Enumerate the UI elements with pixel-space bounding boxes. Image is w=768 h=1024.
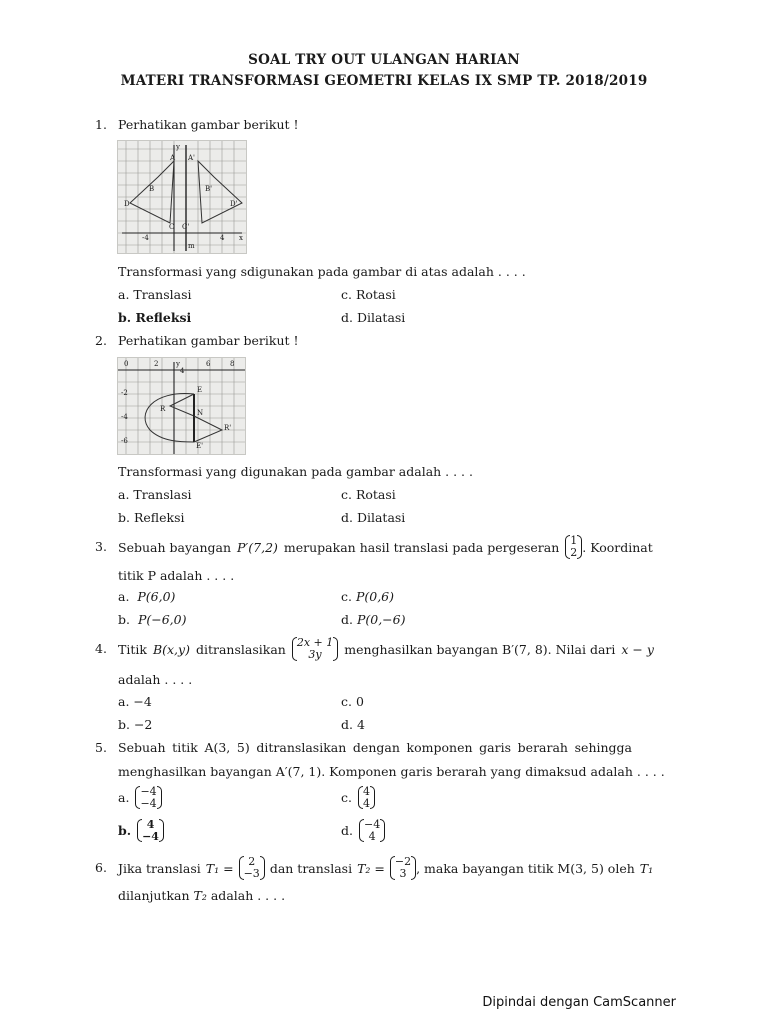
option-a[interactable]: a. Translasi: [118, 287, 192, 302]
option-c[interactable]: c. Rotasi: [341, 287, 396, 302]
option-b[interactable]: b. P(−6,0): [118, 612, 187, 627]
option-a[interactable]: a. −4 −4: [118, 786, 162, 809]
point-label-e: E: [197, 386, 203, 394]
translation-t2: T₂ =: [357, 860, 385, 876]
expression: x − y: [621, 641, 654, 657]
option-c[interactable]: c. P(0,6): [341, 589, 395, 604]
option-c[interactable]: c. 4 4: [341, 786, 375, 809]
text: dan translasi: [269, 860, 353, 876]
tick-label: 4: [180, 367, 185, 375]
question-text: Transformasi yang digunakan pada gambar adalah . . . .: [118, 464, 473, 479]
question-text: adalah . . . .: [118, 672, 193, 687]
tick-label: -2: [121, 389, 128, 397]
option-d[interactable]: d. 4: [341, 717, 365, 732]
point-expression: B(x,y): [152, 641, 190, 657]
question-text: dilanjutkan T₂ adalah . . . .: [118, 888, 286, 903]
axis-label-x: x: [239, 234, 243, 242]
text: . Koordinat: [582, 539, 653, 555]
point-label-e-prime: E': [196, 442, 204, 450]
question-number: 5.: [95, 740, 107, 755]
option-b[interactable]: b. −2: [118, 717, 153, 732]
question-line: [118, 851, 653, 885]
question-prompt: Perhatikan gambar berikut !: [118, 333, 299, 348]
tick-label: 8: [230, 360, 235, 368]
tick-label: -4: [142, 234, 149, 242]
question-number: 6.: [95, 860, 107, 875]
option-d[interactable]: d. P(0,−6): [341, 612, 406, 627]
point-label-b: B: [149, 185, 155, 193]
tick-label: 6: [206, 360, 211, 368]
text: Sebuah bayangan: [118, 539, 232, 555]
option-a[interactable]: a. P(6,0): [118, 589, 176, 604]
document-subtitle: MATERI TRANSFORMASI GEOMETRI KELAS IX SMP TP. 2018/2019: [120, 73, 648, 89]
translation-vector: 1 2: [565, 535, 582, 558]
point-label-c: C: [169, 223, 175, 231]
point-label-d: D: [124, 200, 130, 208]
point-label-a: A: [170, 154, 176, 162]
question-number: 2.: [95, 333, 107, 348]
tick-label: -6: [121, 437, 128, 445]
option-b[interactable]: b. Refleksi: [118, 510, 185, 525]
axis-label-m: m: [188, 242, 195, 250]
text: menghasilkan bayangan B′(7, 8). Nilai dari: [344, 641, 616, 657]
question-number: 4.: [95, 641, 107, 656]
question-number: 1.: [95, 117, 107, 132]
question-text: menghasilkan bayangan A′(7, 1). Komponen garis berarah yang dimaksud adalah . . . .: [118, 764, 665, 779]
question-number: 3.: [95, 539, 107, 554]
point-label-b-prime: B': [205, 185, 213, 193]
option-a[interactable]: a. −4: [118, 694, 152, 709]
option-b[interactable]: b. 4 −4: [118, 819, 164, 842]
point-label-r: R: [160, 405, 166, 413]
option-a[interactable]: a. Translasi: [118, 487, 192, 502]
axis-label-y: y: [176, 360, 180, 368]
scanner-watermark: Dipindai dengan CamScanner: [482, 995, 676, 1010]
question-prompt: Perhatikan gambar berikut !: [118, 117, 299, 132]
question-line: [118, 530, 653, 564]
point-label-a-prime: A': [188, 154, 195, 162]
text: , maka bayangan titik M(3, 5) oleh: [416, 860, 635, 876]
option-b[interactable]: b. Refleksi: [118, 310, 192, 325]
text: Jika translasi: [118, 860, 201, 876]
option-d[interactable]: d. Dilatasi: [341, 510, 406, 525]
point-label-d-prime: D': [230, 200, 238, 208]
vector-t1: 2 −3: [239, 856, 265, 879]
question-text: titik P adalah . . . .: [118, 568, 235, 583]
point-label-n: N: [197, 409, 204, 417]
question-text: Sebuah titik A(3, 5) ditranslasikan dengan komponen garis berarah sehingga: [118, 740, 632, 755]
option-c[interactable]: c. Rotasi: [341, 487, 396, 502]
document-title: SOAL TRY OUT ULANGAN HARIAN: [248, 52, 520, 68]
tick-label: -4: [121, 413, 128, 421]
reflection-graph: [118, 141, 246, 253]
option-d[interactable]: d. −4 4: [341, 819, 385, 842]
point-label-c-prime: C': [182, 223, 190, 231]
question-line: [118, 632, 654, 666]
translation-t1: T₁: [639, 860, 654, 876]
tick-label: 2: [154, 360, 159, 368]
text: merupakan hasil translasi pada pergeseran: [283, 539, 560, 555]
text: Titik: [118, 641, 147, 657]
tick-label: 4: [220, 234, 225, 242]
question-text: Transformasi yang sdigunakan pada gambar di atas adalah . . . .: [118, 264, 526, 279]
point-label-r-prime: R': [224, 424, 232, 432]
point-expression: P′(7,2): [237, 539, 278, 555]
translation-t1: T₁ =: [205, 860, 234, 876]
tick-label: 0: [124, 360, 129, 368]
reflection-figure: [117, 140, 247, 254]
vector-t2: −2 3: [390, 856, 416, 879]
text: ditranslasikan: [195, 641, 286, 657]
translation-figure: [117, 357, 246, 455]
axis-label-y: y: [176, 143, 180, 151]
option-d[interactable]: d. Dilatasi: [341, 310, 406, 325]
option-c[interactable]: c. 0: [341, 694, 364, 709]
translation-vector: 2x + 1 3y: [292, 637, 338, 660]
